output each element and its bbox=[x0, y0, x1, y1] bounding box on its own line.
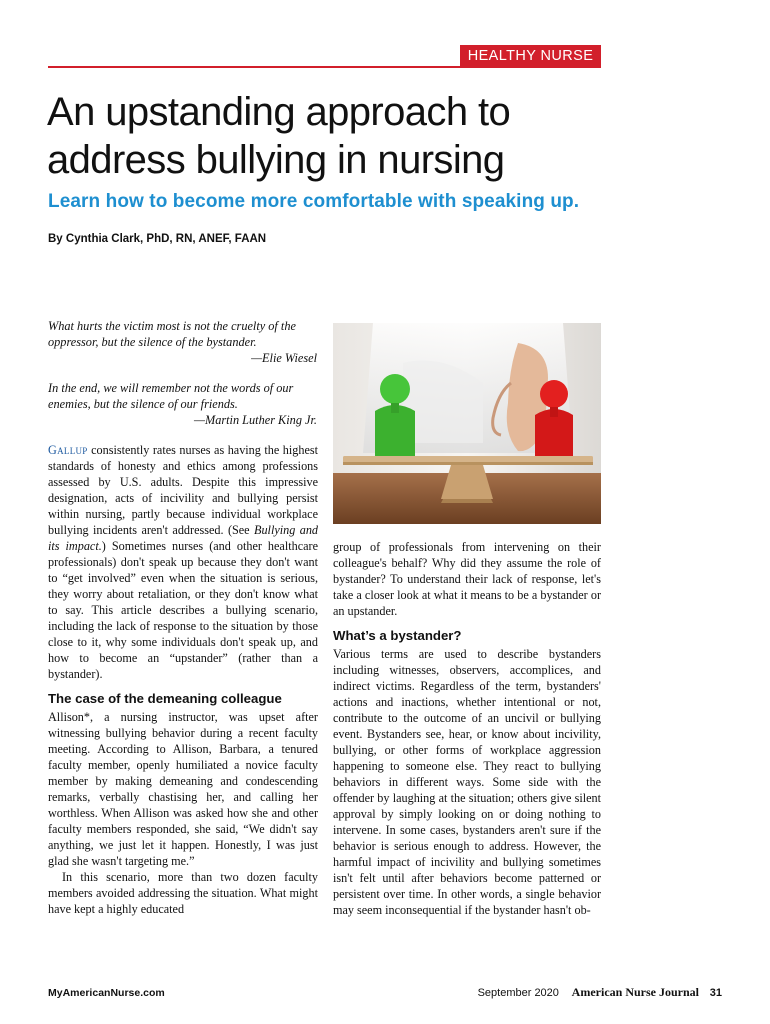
sidebar-reference: Bullying and its impact. bbox=[48, 523, 319, 553]
lead-in: Gallup bbox=[48, 443, 88, 457]
footer-date: September 2020 bbox=[477, 987, 559, 999]
article-title bbox=[47, 88, 687, 184]
body-column-2 bbox=[333, 539, 601, 918]
paragraph: Allison*, a nursing instructor, was upset after witnessing bullying behavior during a recent faculty meeting. According to Allison, Barbara, a tenured faculty member, openly humiliated a novice faculty member by making demeaning and condescending remarks, verbally chastising her, and calling her worthless. When Allison was asked how she and other faculty members responded, she said, “We didn't say anything, we just let it happen. Honestly, I was just glad she wasn't targeting me.” bbox=[48, 710, 318, 868]
paragraph: In this scenario, more than two dozen faculty members avoided addressing the situation. What might have kept a highly educated bbox=[48, 870, 318, 916]
article-photo bbox=[333, 323, 601, 524]
paragraph: group of professionals from intervening on their colleague's behalf? Why did they assume the role of bystander? To understand their lack of response, let's take a closer look at what it means to be a bystander or an upstander. bbox=[333, 540, 601, 618]
title-line-2: address bullying in nursing bbox=[47, 138, 505, 182]
footer-website: MyAmericanNurse.com bbox=[48, 987, 165, 999]
paragraph: Various terms are used to describe bystanders including witnesses, observers, accomplices, and indirect victims. Regardless of the term, bystanders' actions and inactions, whether intentional or not, contribute to the outcome of an uncivil or bullying event. Bystanders see, hear, or know about incivility, bullying, or other forms of workplace aggression happening to someone else. They react to bullying behaviors in different ways. Some side with the offender by laughing at the situation; others give silent approval by simply looking on or doing nothing to intervene. In some cases, bystanders aren't sure if the behavior is serious enough to address. However, the harmful impact of incivility and bullying sometimes isn't felt until after behaviors become patterned or persistent over time. In other words, a single behavior may seem inconsequential if the bystander hasn't ob- bbox=[333, 647, 601, 917]
footer-magazine: American Nurse Journal bbox=[571, 985, 699, 999]
quote-text: What hurts the victim most is not the cruelty of the oppressor, but the silence of the bystander. bbox=[48, 319, 296, 349]
epigraph-quote-1 bbox=[48, 318, 317, 366]
quote-text: In the end, we will remember not the words of our enemies, but the silence of our friends. bbox=[48, 381, 294, 411]
quote-source: —Elie Wiesel bbox=[251, 351, 317, 365]
body-column-1 bbox=[48, 442, 318, 917]
page-number: 31 bbox=[709, 987, 722, 999]
section-heading: The case of the demeaning colleague bbox=[48, 691, 282, 706]
article-subtitle: Learn how to become more comfortable with speaking up. bbox=[48, 191, 580, 212]
byline: By Cynthia Clark, PhD, RN, ANEF, FAAN bbox=[48, 233, 267, 245]
quote-source: —Martin Luther King Jr. bbox=[194, 413, 317, 427]
section-tag: HEALTHY NURSE bbox=[460, 45, 601, 68]
footer-info bbox=[478, 985, 722, 1000]
epigraph-quote-2 bbox=[48, 380, 317, 428]
paragraph: Gallup consistently rates nurses as having the highest standards of honesty and ethics among professions assessed by U.S. adults. Despite this impressive designation, acts of incivility and bullying persist within nursing, partly because individual workplace bullying incidents aren't addressed. (See Bullying and its impact.) Sometimes nurses (and other healthcare professionals) don't speak up because they don't want to “get involved” even when the situation is serious, they worry about retaliation, or they don't know what to say. This article describes a bullying scenario, including the lack of response to the situation by those close to it, why some individuals don't speak up, and how to become an “upstander” (rather than a bystander). bbox=[48, 443, 319, 681]
title-line-1: An upstanding approach to bbox=[47, 90, 511, 134]
section-heading: What’s a bystander? bbox=[333, 628, 462, 643]
